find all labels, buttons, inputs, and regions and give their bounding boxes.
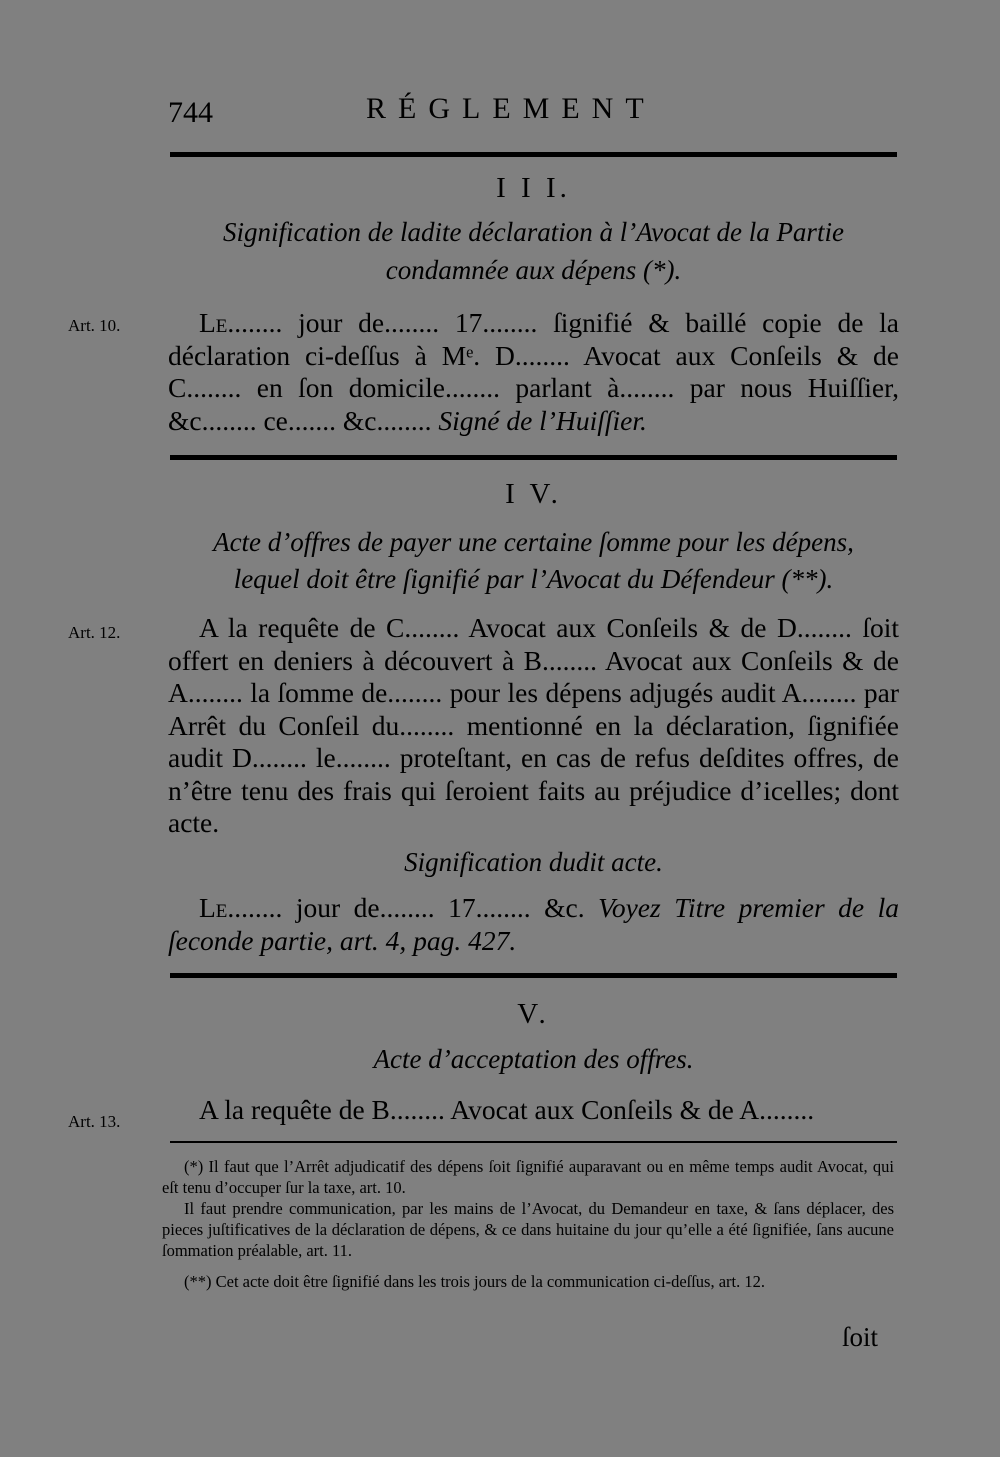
running-title: RÉGLEMENT — [366, 92, 656, 125]
section-number-iv: I V. — [505, 478, 562, 510]
paragraph-iv: A la requête de C........ Avocat aux Conſeils & de D........ ſoit offert en deniers à découvert à B........ Avocat aux Conſeils & de A........ la ſomme de........ pour les dépens adjugés audit A........ par Arrêt du Conſeil du........ mentionné en la déclaration, ſignifiée audit D........ le........ proteſtant, en cas de refus deſdites offres, de n’être tenu des frais qui ſeroient faits au préjudice d’icelles; dont acte. — [168, 612, 899, 838]
article-label-12: Art. 12. — [68, 623, 121, 642]
paragraph-iv-signification — [168, 892, 899, 957]
section-rule-iv — [170, 973, 897, 978]
article-label-10: Art. 10. — [68, 316, 121, 335]
paragraph-text: ........ jour de........ 17........ ſignifié & baillé copie de la déclaration ci-deſſus à Mᵉ. D........ Avocat aux Conſeils & de C........ en ſon domicile........ parlant à........ par nous Huiſſier, &c........ ce....... &c........ — [168, 307, 899, 436]
section-number-v: V. — [517, 998, 550, 1030]
paragraph-iii — [168, 307, 899, 437]
paragraph-lead-word: Le — [199, 892, 228, 923]
paragraph-reference: Voyez Titre premier de la ſeconde partie, art. 4, pag. 427. — [168, 892, 900, 956]
section-title-v: Acte d’acceptation des offres. — [373, 1044, 694, 1074]
page-number: 744 — [168, 96, 213, 129]
paragraph-v: A la requête de B........ Avocat aux Conſeils & de A........ — [199, 1094, 815, 1125]
section-title-iv-line2: lequel doit être ſignifié par l’Avocat du Défendeur (**). — [233, 564, 834, 594]
sub-title-signification: Signification dudit acte. — [404, 847, 663, 877]
section-title-iii-line2: condamnée aux dépens (*). — [385, 255, 682, 285]
footnote-1-continued: Il faut prendre communication, par les mains de l’Avocat, du Demandeur en taxe, & ſans déplacer, des pieces juſtificatives de la déclaration de dépens, & ce dans huitaine du jour qu’elle a été ſignifiée, ſans aucune ſommation préalable, art. 11. — [162, 1199, 894, 1260]
paragraph-lead-word: Le — [199, 307, 228, 338]
footnote-1: (*) Il faut que l’Arrêt adjudicatif des dépens ſoit ſignifié auparavant ou en même temps audit Avocat, qui eſt tenu d’occuper ſur la taxe, art. 10. — [162, 1157, 894, 1197]
section-rule-iii — [170, 455, 897, 460]
footnote-2: (**) Cet acte doit être ſignifié dans les trois jours de la communication ci-deſſus, art. 12. — [184, 1272, 766, 1291]
paragraph-signature: Signé de l’Huiſſier. — [438, 404, 647, 436]
paragraph-text: ........ jour de........ 17........ &c. — [227, 892, 585, 923]
section-title-iii-line1: Signification de ladite déclaration à l’Avocat de la Partie — [223, 217, 844, 247]
section-number-iii: I I I. — [496, 172, 571, 204]
catchword: ſoit — [842, 1322, 879, 1352]
section-title-iv-line1: Acte d’offres de payer une certaine ſomme pour les dépens, — [213, 527, 854, 557]
footnotes — [162, 1156, 894, 1292]
footnote-rule — [170, 1141, 897, 1143]
article-label-13: Art. 13. — [68, 1112, 121, 1131]
header-rule — [170, 152, 897, 157]
